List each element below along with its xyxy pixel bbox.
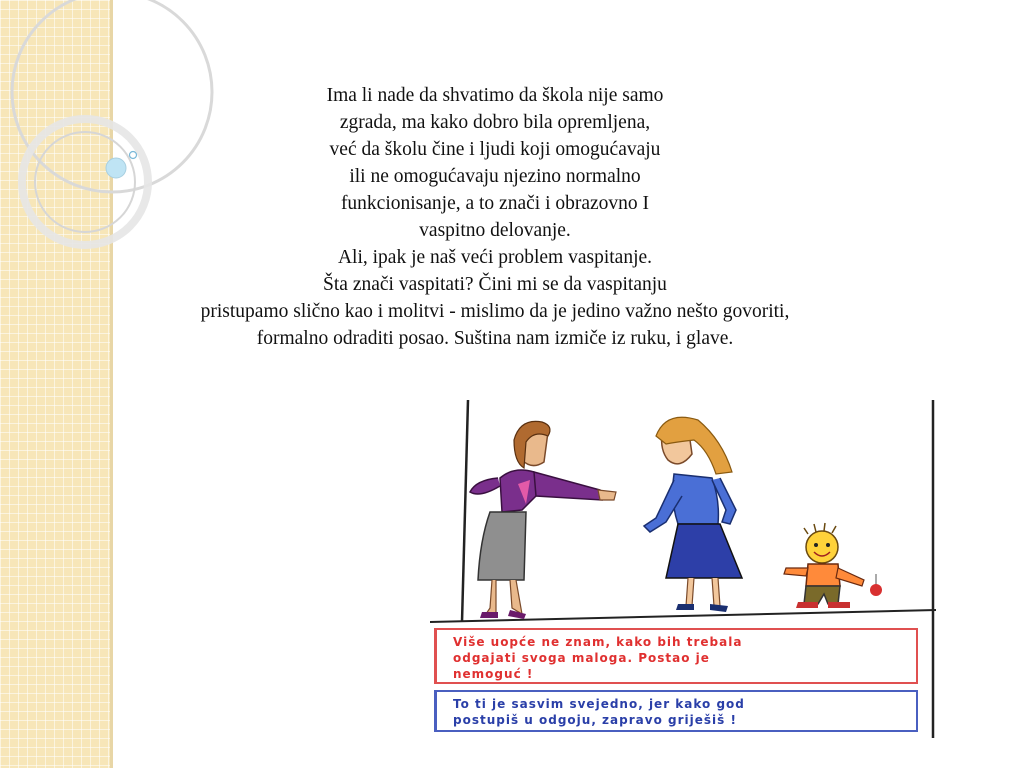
teacher-figure [470,421,616,619]
text-line: pristupamo slično kao i molitvi - mislimo da je jedino važno nešto govoriti, [200,301,790,322]
mother-speech-line: Više uopće ne znam, kako bih trebala [453,635,743,649]
mother-speech-line: nemoguć ! [453,667,534,681]
text-line: ili ne omogućavaju njezino normalno [349,166,641,187]
text-line: formalno odraditi posao. Suština nam izmiče iz ruku, i glave. [256,328,734,349]
cartoon-illustration [430,400,936,740]
mother-speech-line: odgajati svoga maloga. Postao je [453,651,710,665]
cartoon-drawing [430,400,936,740]
yoyo-ball [870,584,882,596]
text-line: Ali, ipak je naš veći problem vaspitanje. [337,247,653,268]
text-line: Šta znači vaspitati? Čini mi se da vaspitanju [323,274,667,295]
slide-body-text [135,82,855,352]
text-line: vaspitno delovanje. [419,220,571,241]
text-line: Ima li nade da shvatimo da škola nije samo [326,85,664,106]
decor-ring-inner [35,132,135,232]
text-line: već da školu čine i ljudi koji omogućavaju [329,139,661,160]
child-figure [784,523,882,608]
decor-ring-outer [22,119,148,245]
text-line: zgrada, ma kako dobro bila opremljena, [339,112,651,133]
text-line: funkcionisanje, a to znači i obrazovno I [340,193,650,214]
teacher-speech-box [434,690,918,732]
teacher-speech-line: postupiš u odgoju, zapravo griješiš ! [453,713,737,727]
teacher-speech-line: To ti je sasvim svejedno, jer kako god [453,697,745,711]
decor-bubble [106,158,126,178]
mother-speech-box [434,628,918,684]
mother-figure [644,417,742,612]
